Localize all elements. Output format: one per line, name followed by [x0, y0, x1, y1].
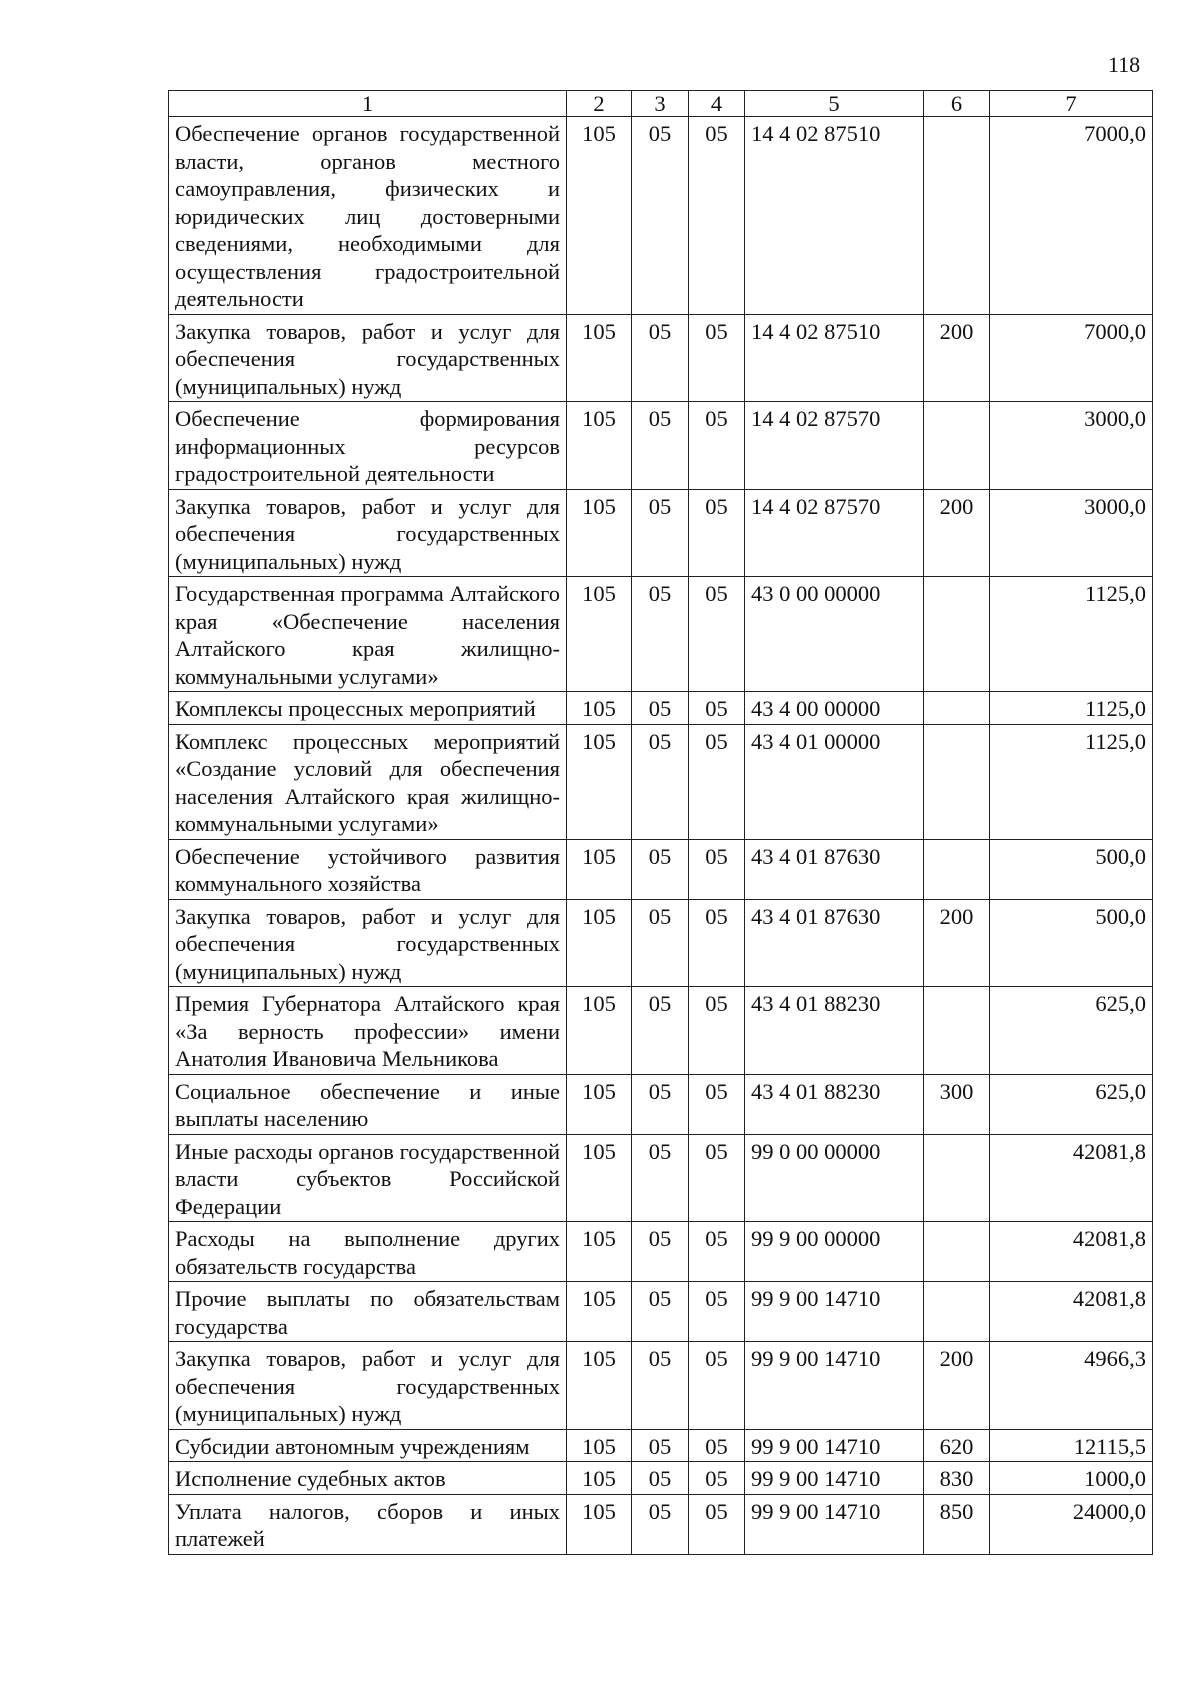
table-row — [169, 987, 1153, 1075]
subsection-code-cell: 05 — [689, 1222, 745, 1282]
section-code-cell: 05 — [632, 692, 689, 725]
ministry-code-cell: 105 — [567, 987, 632, 1075]
section-code-cell: 05 — [632, 314, 689, 402]
ministry-code-cell: 105 — [567, 117, 632, 315]
target-article-cell: 14 4 02 87570 — [745, 402, 924, 490]
section-code-cell: 05 — [632, 117, 689, 315]
expense-type-cell — [924, 839, 990, 899]
expense-name-cell: Исполнение судебных актов — [169, 1462, 567, 1495]
target-article-cell: 14 4 02 87510 — [745, 117, 924, 315]
expense-type-cell — [924, 1134, 990, 1222]
target-article-cell: 43 4 01 88230 — [745, 1074, 924, 1134]
section-code-cell: 05 — [632, 1494, 689, 1554]
header-cell: 2 — [567, 91, 632, 117]
expense-name-cell: Уплата налогов, сборов и иных платежей — [169, 1494, 567, 1554]
table-row — [169, 1429, 1153, 1462]
section-code-cell: 05 — [632, 577, 689, 692]
table-row — [169, 1222, 1153, 1282]
amount-cell: 3000,0 — [990, 489, 1153, 577]
header-cell: 6 — [924, 91, 990, 117]
target-article-cell: 99 9 00 14710 — [745, 1342, 924, 1430]
amount-cell: 4966,3 — [990, 1342, 1153, 1430]
subsection-code-cell: 05 — [689, 692, 745, 725]
amount-cell: 625,0 — [990, 987, 1153, 1075]
table-row — [169, 117, 1153, 315]
section-code-cell: 05 — [632, 839, 689, 899]
subsection-code-cell: 05 — [689, 1282, 745, 1342]
expense-type-cell: 830 — [924, 1462, 990, 1495]
expense-name-cell: Прочие выплаты по обязательствам государства — [169, 1282, 567, 1342]
target-article-cell: 43 4 01 87630 — [745, 839, 924, 899]
expense-type-cell — [924, 724, 990, 839]
header-cell: 5 — [745, 91, 924, 117]
expense-type-cell — [924, 402, 990, 490]
expense-name-cell: Обеспечение органов государственной власти, органов местного самоуправления, физических и юридических лиц достоверными сведениями, необходимыми для осуществления градостроительной деятельности — [169, 117, 567, 315]
expense-name-cell: Закупка товаров, работ и услуг для обеспечения государственных (муниципальных) нужд — [169, 489, 567, 577]
expense-type-cell: 850 — [924, 1494, 990, 1554]
expense-name-cell: Иные расходы органов государственной власти субъектов Российской Федерации — [169, 1134, 567, 1222]
section-code-cell: 05 — [632, 1342, 689, 1430]
table-row — [169, 1342, 1153, 1430]
subsection-code-cell: 05 — [689, 1462, 745, 1495]
page-number: 118 — [1108, 52, 1141, 77]
section-code-cell: 05 — [632, 899, 689, 987]
table-row — [169, 724, 1153, 839]
ministry-code-cell: 105 — [567, 314, 632, 402]
expense-type-cell — [924, 1222, 990, 1282]
subsection-code-cell: 05 — [689, 1342, 745, 1430]
table-row — [169, 1074, 1153, 1134]
amount-cell: 7000,0 — [990, 117, 1153, 315]
section-code-cell: 05 — [632, 724, 689, 839]
expense-type-cell — [924, 987, 990, 1075]
amount-cell: 24000,0 — [990, 1494, 1153, 1554]
ministry-code-cell: 105 — [567, 839, 632, 899]
subsection-code-cell: 05 — [689, 724, 745, 839]
expense-name-cell: Государственная программа Алтайского края «Обеспечение населения Алтайского края жилищно-коммунальными услугами» — [169, 577, 567, 692]
amount-cell: 42081,8 — [990, 1134, 1153, 1222]
expense-name-cell: Комплексы процессных мероприятий — [169, 692, 567, 725]
expense-name-cell: Расходы на выполнение других обязательств государства — [169, 1222, 567, 1282]
subsection-code-cell: 05 — [689, 402, 745, 490]
ministry-code-cell: 105 — [567, 724, 632, 839]
ministry-code-cell: 105 — [567, 402, 632, 490]
target-article-cell: 43 4 00 00000 — [745, 692, 924, 725]
amount-cell: 500,0 — [990, 839, 1153, 899]
amount-cell: 625,0 — [990, 1074, 1153, 1134]
table-row — [169, 839, 1153, 899]
expense-type-cell: 200 — [924, 1342, 990, 1430]
ministry-code-cell: 105 — [567, 1462, 632, 1495]
subsection-code-cell: 05 — [689, 1494, 745, 1554]
amount-cell: 500,0 — [990, 899, 1153, 987]
section-code-cell: 05 — [632, 987, 689, 1075]
target-article-cell: 99 9 00 14710 — [745, 1494, 924, 1554]
section-code-cell: 05 — [632, 402, 689, 490]
expense-type-cell: 200 — [924, 489, 990, 577]
target-article-cell: 14 4 02 87510 — [745, 314, 924, 402]
header-row — [169, 91, 1153, 117]
subsection-code-cell: 05 — [689, 899, 745, 987]
section-code-cell: 05 — [632, 1462, 689, 1495]
target-article-cell: 14 4 02 87570 — [745, 489, 924, 577]
expense-type-cell: 200 — [924, 314, 990, 402]
table-row — [169, 314, 1153, 402]
subsection-code-cell: 05 — [689, 1134, 745, 1222]
amount-cell: 12115,5 — [990, 1429, 1153, 1462]
expense-name-cell: Субсидии автономным учреждениям — [169, 1429, 567, 1462]
table-row — [169, 899, 1153, 987]
target-article-cell: 43 0 00 00000 — [745, 577, 924, 692]
header-cell: 7 — [990, 91, 1153, 117]
amount-cell: 1125,0 — [990, 692, 1153, 725]
ministry-code-cell: 105 — [567, 1282, 632, 1342]
header-cell: 4 — [689, 91, 745, 117]
amount-cell: 1125,0 — [990, 724, 1153, 839]
subsection-code-cell: 05 — [689, 1429, 745, 1462]
expense-name-cell: Обеспечение формирования информационных ресурсов градостроительной деятельности — [169, 402, 567, 490]
header-cell: 1 — [169, 91, 567, 117]
amount-cell: 1000,0 — [990, 1462, 1153, 1495]
expense-type-cell: 620 — [924, 1429, 990, 1462]
subsection-code-cell: 05 — [689, 1074, 745, 1134]
target-article-cell: 99 9 00 14710 — [745, 1429, 924, 1462]
ministry-code-cell: 105 — [567, 1134, 632, 1222]
ministry-code-cell: 105 — [567, 1494, 632, 1554]
subsection-code-cell: 05 — [689, 987, 745, 1075]
target-article-cell: 99 9 00 00000 — [745, 1222, 924, 1282]
table-row — [169, 577, 1153, 692]
expense-name-cell: Обеспечение устойчивого развития коммунального хозяйства — [169, 839, 567, 899]
table-body — [169, 91, 1153, 1555]
target-article-cell: 99 9 00 14710 — [745, 1462, 924, 1495]
table-row — [169, 489, 1153, 577]
amount-cell: 42081,8 — [990, 1222, 1153, 1282]
amount-cell: 42081,8 — [990, 1282, 1153, 1342]
ministry-code-cell: 105 — [567, 692, 632, 725]
section-code-cell: 05 — [632, 1429, 689, 1462]
subsection-code-cell: 05 — [689, 839, 745, 899]
target-article-cell: 99 0 00 00000 — [745, 1134, 924, 1222]
table-row — [169, 402, 1153, 490]
section-code-cell: 05 — [632, 1222, 689, 1282]
expense-name-cell: Социальное обеспечение и иные выплаты населению — [169, 1074, 567, 1134]
ministry-code-cell: 105 — [567, 1222, 632, 1282]
expense-type-cell: 200 — [924, 899, 990, 987]
section-code-cell: 05 — [632, 1134, 689, 1222]
section-code-cell: 05 — [632, 1074, 689, 1134]
table-row — [169, 692, 1153, 725]
target-article-cell: 43 4 01 88230 — [745, 987, 924, 1075]
target-article-cell: 43 4 01 87630 — [745, 899, 924, 987]
target-article-cell: 99 9 00 14710 — [745, 1282, 924, 1342]
table-row — [169, 1282, 1153, 1342]
amount-cell: 7000,0 — [990, 314, 1153, 402]
ministry-code-cell: 105 — [567, 899, 632, 987]
expense-type-cell — [924, 1282, 990, 1342]
expense-type-cell: 300 — [924, 1074, 990, 1134]
expense-type-cell — [924, 692, 990, 725]
amount-cell: 1125,0 — [990, 577, 1153, 692]
subsection-code-cell: 05 — [689, 117, 745, 315]
subsection-code-cell: 05 — [689, 489, 745, 577]
expense-name-cell: Закупка товаров, работ и услуг для обеспечения государственных (муниципальных) нужд — [169, 314, 567, 402]
expense-name-cell: Комплекс процессных мероприятий «Создание условий для обеспечения населения Алтайского края жилищно-коммунальными услугами» — [169, 724, 567, 839]
header-cell: 3 — [632, 91, 689, 117]
table-row — [169, 1462, 1153, 1495]
section-code-cell: 05 — [632, 1282, 689, 1342]
expense-type-cell — [924, 577, 990, 692]
table-row — [169, 1494, 1153, 1554]
subsection-code-cell: 05 — [689, 577, 745, 692]
ministry-code-cell: 105 — [567, 489, 632, 577]
expense-type-cell — [924, 117, 990, 315]
ministry-code-cell: 105 — [567, 1342, 632, 1430]
table-row — [169, 1134, 1153, 1222]
expense-name-cell: Закупка товаров, работ и услуг для обеспечения государственных (муниципальных) нужд — [169, 899, 567, 987]
budget-table — [168, 90, 1153, 1555]
ministry-code-cell: 105 — [567, 1074, 632, 1134]
amount-cell: 3000,0 — [990, 402, 1153, 490]
expense-name-cell: Закупка товаров, работ и услуг для обеспечения государственных (муниципальных) нужд — [169, 1342, 567, 1430]
ministry-code-cell: 105 — [567, 1429, 632, 1462]
section-code-cell: 05 — [632, 489, 689, 577]
subsection-code-cell: 05 — [689, 314, 745, 402]
expense-name-cell: Премия Губернатора Алтайского края «За верность профессии» имени Анатолия Ивановича Мельникова — [169, 987, 567, 1075]
ministry-code-cell: 105 — [567, 577, 632, 692]
target-article-cell: 43 4 01 00000 — [745, 724, 924, 839]
